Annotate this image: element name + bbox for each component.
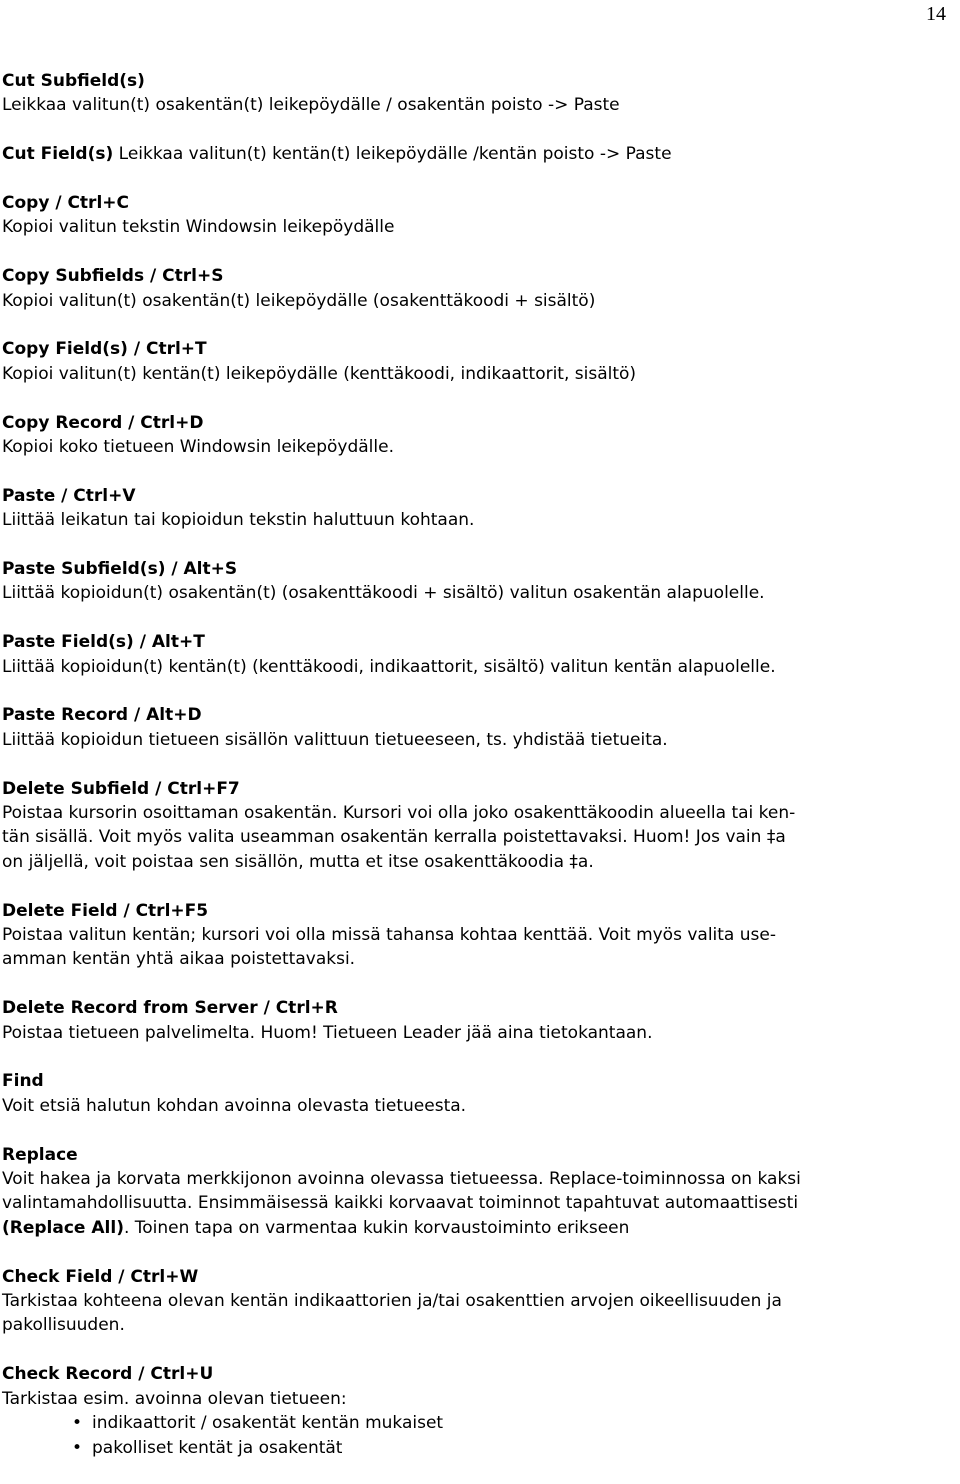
entry-heading: Delete Record from Server / Ctrl+R [2, 998, 338, 1019]
entry-heading: Paste / Ctrl+V [2, 485, 136, 506]
entry-heading: Paste Field(s) / Alt+T [2, 632, 205, 653]
entry-description: Leikkaa valitun(t) kentän(t) leikepöydälle /kentän poisto -> Paste [118, 144, 672, 165]
entry-description-line: valintamahdollisuutta. Ensimmäisessä kaikki korvaavat toiminnot tapahtuvat automaattisesti [2, 1193, 799, 1214]
document-body [2, 69, 950, 1484]
entry-heading: Find [2, 1071, 44, 1092]
list-item [72, 1411, 950, 1435]
entry-heading: Copy / Ctrl+C [2, 193, 129, 213]
entry-heading: Check Record / Ctrl+U [2, 1364, 214, 1385]
entry-description: Poistaa tietueen palvelimelta. Huom! Tietueen Leader jää aina tietokantaan. [2, 1022, 653, 1043]
entry-description: Leikkaa valitun(t) osakentän(t) leikepöydälle / osakentän poisto -> Paste [2, 95, 620, 116]
entry-description: Kopioi valitun(t) kentän(t) leikepöydälle (kenttäkoodi, indikaattorit, sisältö) [2, 363, 637, 384]
entry-copy [2, 191, 950, 240]
entry-description-line: on jäljellä, voit poistaa sen sisällön, mutta et itse osakenttäkoodia ‡a. [2, 851, 594, 872]
entry-check-field [2, 1265, 950, 1338]
entry-heading: Cut Subfield(s) [2, 71, 145, 91]
entry-description: Kopioi valitun(t) osakentän(t) leikepöydälle (osakenttäkoodi + sisältö) [2, 290, 596, 311]
entry-paste-record [2, 703, 950, 752]
entry-description-line: Poistaa kursorin osoittaman osakentän. Kursori voi olla joko osakenttäkoodin alueella tai ken- [2, 803, 796, 824]
entry-description: Liittää kopioidun(t) osakentän(t) (osakenttäkoodi + sisältö) valitun osakentän alapuolelle. [2, 583, 765, 604]
entry-description-line: Poistaa valitun kentän; kursori voi olla missä tahansa kohtaa kenttää. Voit myös valita use- [2, 925, 776, 946]
entry-check-record [2, 1362, 950, 1460]
entry-description: Liittää leikatun tai kopioidun tekstin haluttuun kohtaan. [2, 510, 475, 531]
bullet-icon: • [72, 1437, 83, 1458]
entry-delete-field [2, 899, 950, 972]
entry-description-line: amman kentän yhtä aikaa poistettavaksi. [2, 949, 356, 970]
entry-description: Kopioi valitun tekstin Windowsin leikepöydälle [2, 217, 395, 238]
entry-heading: Copy Field(s) / Ctrl+T [2, 339, 207, 360]
entry-heading: Paste Record / Alt+D [2, 705, 202, 726]
entry-paste [2, 484, 950, 533]
entry-heading: Delete Field / Ctrl+F5 [2, 900, 209, 921]
entry-description: Voit etsiä halutun kohdan avoinna olevasta tietueesta. [2, 1095, 467, 1116]
entry-heading: Copy Record / Ctrl+D [2, 412, 204, 433]
entry-delete-record [2, 996, 950, 1045]
entry-copy-record [2, 411, 950, 460]
entry-paste-fields [2, 630, 950, 679]
bullet-list [2, 1411, 950, 1460]
entry-description: Tarkistaa esim. avoinna olevan tietueen: [2, 1388, 347, 1409]
entry-description: Liittää kopioidun(t) kentän(t) (kenttäkoodi, indikaattorit, sisältö) valitun kentän alapuolelle. [2, 656, 776, 677]
entry-delete-subfield [2, 777, 950, 875]
entry-description: Liittää kopioidun tietueen sisällön valittuun tietueeseen, ts. yhdistää tietueita. [2, 729, 668, 750]
bullet-icon: • [72, 1413, 83, 1434]
entry-description-line: tän sisällä. Voit myös valita useamman osakentän kerralla poistettavaksi. Huom! Jos vain ‡a [2, 827, 786, 848]
entry-find [2, 1069, 950, 1118]
page-number: 14 [926, 3, 946, 25]
entry-cut-subfields [2, 69, 950, 118]
entry-paste-subfields [2, 557, 950, 606]
entry-description-line: pakollisuuden. [2, 1315, 125, 1336]
list-item-text: indikaattorit / osakentät kentän mukaiset [92, 1413, 444, 1434]
entry-description-line: Tarkistaa kohteena olevan kentän indikaattorien ja/tai osakenttien arvojen oikeellisuuden ja [2, 1291, 782, 1312]
list-item [72, 1436, 950, 1460]
entry-cut-fields [2, 142, 950, 166]
entry-description: Kopioi koko tietueen Windowsin leikepöydälle. [2, 437, 394, 458]
entry-heading: Paste Subfield(s) / Alt+S [2, 559, 238, 580]
entry-heading: Replace [2, 1144, 78, 1165]
entry-heading: Cut Field(s) [2, 144, 114, 165]
entry-description-line: Voit hakea ja korvata merkkijonon avoinna olevassa tietueessa. Replace-toiminnossa on kaksi [2, 1169, 801, 1190]
entry-heading: Copy Subfields / Ctrl+S [2, 266, 224, 287]
list-item-text: pakolliset kentät ja osakentät [92, 1437, 343, 1458]
replace-all-label: (Replace All) [2, 1217, 124, 1238]
entry-copy-fields [2, 337, 950, 386]
entry-heading: Delete Subfield / Ctrl+F7 [2, 778, 240, 799]
entry-replace [2, 1143, 950, 1241]
entry-heading: Check Field / Ctrl+W [2, 1266, 199, 1287]
entry-copy-subfields [2, 264, 950, 313]
entry-description-line: . Toinen tapa on varmentaa kukin korvaustoiminto erikseen [123, 1217, 630, 1238]
